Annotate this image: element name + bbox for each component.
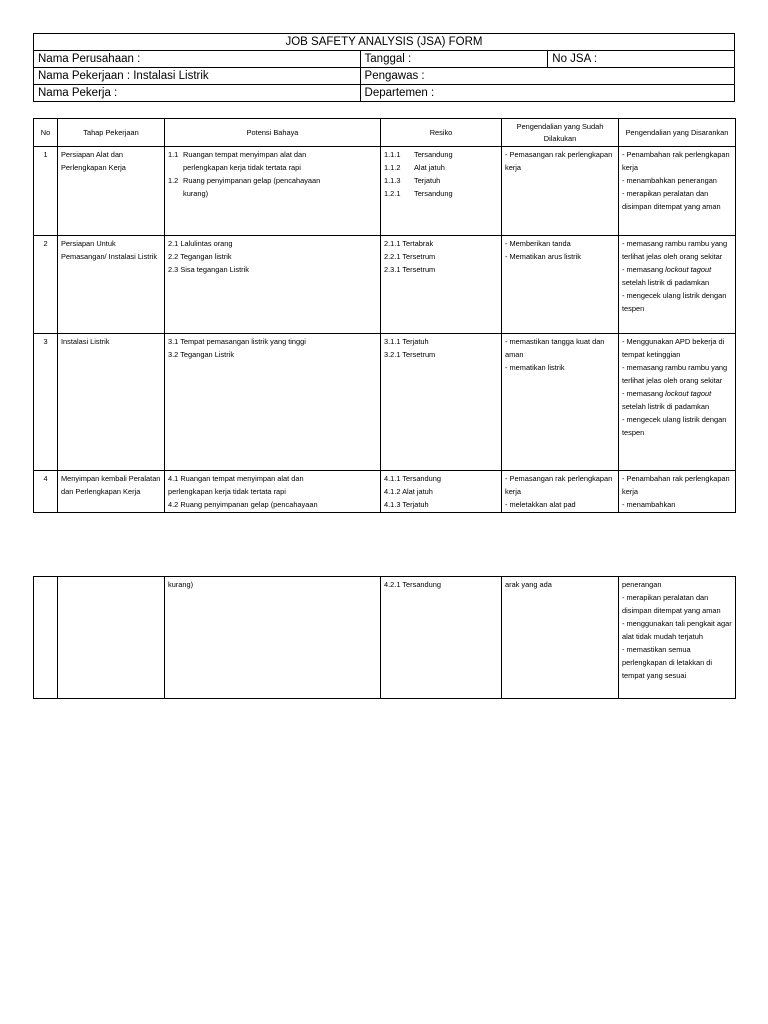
pengendalian-dilakukan: - Memberikan tanda - Mematikan arus listrik bbox=[502, 236, 619, 334]
col-no: No bbox=[34, 119, 58, 147]
row-no: 2 bbox=[34, 236, 58, 334]
form-title: JOB SAFETY ANALYSIS (JSA) FORM bbox=[34, 34, 735, 51]
pengendalian-disarankan: - Menggunakan APD bekerja di tempat ketinggian - memasang rambu rambu yang terlihat jelas oleh orang sekitar - memasang lockout tagout setelah listrik di padamkan - mengecek ulang listrik dengan tespen bbox=[619, 334, 736, 471]
tahap-pekerjaan: Menyimpan kembali Peralatan dan Perlengkapan Kerja bbox=[58, 471, 165, 513]
pengendalian-disarankan: - Penambahan rak perlengkapan kerja - menambahkan bbox=[619, 471, 736, 513]
row-no bbox=[34, 577, 58, 699]
departemen-field[interactable]: Departemen : bbox=[360, 85, 734, 102]
pengendalian-dilakukan: - memastikan tangga kuat dan aman - mematikan listrik bbox=[502, 334, 619, 471]
resiko: 4.2.1 Tersandung bbox=[381, 577, 502, 699]
pengendalian-disarankan: - memasang rambu rambu yang terlihat jelas oleh orang sekitar - memasang lockout tagout setelah listrik di padamkan - mengecek ulang listrik dengan tespen bbox=[619, 236, 736, 334]
table-row bbox=[34, 236, 736, 334]
table-header-row bbox=[34, 119, 736, 147]
col-pengendalian-disarankan: Pengendalian yang Disarankan bbox=[619, 119, 736, 147]
resiko: 4.1.1 Tersandung 4.1.2 Alat jatuh 4.1.3 Terjatuh bbox=[381, 471, 502, 513]
tahap-pekerjaan: Instalasi Listrik bbox=[58, 334, 165, 471]
nama-pekerjaan-field[interactable]: Nama Pekerjaan : Instalasi Listrik bbox=[34, 68, 361, 85]
pengawas-field[interactable]: Pengawas : bbox=[360, 68, 734, 85]
pengendalian-dilakukan: - Pemasangan rak perlengkapan kerja - meletakkan alat pad bbox=[502, 471, 619, 513]
tahap-pekerjaan bbox=[58, 577, 165, 699]
table-row bbox=[34, 577, 736, 699]
pengendalian-dilakukan: - Pemasangan rak perlengkapan kerja bbox=[502, 147, 619, 236]
table-row bbox=[34, 147, 736, 236]
col-resiko: Resiko bbox=[381, 119, 502, 147]
pengendalian-disarankan: penerangan - merapikan peralatan dan disimpan ditempat yang aman - menggunakan tali pengkait agar alat tidak mudah terjatuh - memastikan semua perlengkapan di letakkan di tempat yang sesuai bbox=[619, 577, 736, 699]
row-no: 4 bbox=[34, 471, 58, 513]
col-tahap-pekerjaan: Tahap Pekerjaan bbox=[58, 119, 165, 147]
jsa-table bbox=[33, 118, 736, 513]
potensi-bahaya: 1.1 Ruangan tempat menyimpan alat dan perlengkapan kerja tidak tertata rapi 1.2 Ruang penyimpanan gelap (pencahayaan kurang) bbox=[165, 147, 381, 236]
tahap-pekerjaan: Persiapan Untuk Pemasangan/ Instalasi Listrik bbox=[58, 236, 165, 334]
tanggal-field[interactable]: Tanggal : bbox=[360, 51, 548, 68]
tahap-pekerjaan: Persiapan Alat dan Perlengkapan Kerja bbox=[58, 147, 165, 236]
potensi-bahaya: kurang) bbox=[165, 577, 381, 699]
row-no: 3 bbox=[34, 334, 58, 471]
resiko: 3.1.1 Terjatuh 3.2.1 Tersetrum bbox=[381, 334, 502, 471]
table-row bbox=[34, 471, 736, 513]
col-pengendalian-dilakukan: Pengendalian yang Sudah Dilakukan bbox=[502, 119, 619, 147]
jsa-header-form bbox=[33, 33, 735, 102]
potensi-bahaya: 2.1 Lalulintas orang 2.2 Tegangan listrik 2.3 Sisa tegangan Listrik bbox=[165, 236, 381, 334]
potensi-bahaya: 4.1 Ruangan tempat menyimpan alat dan perlengkapan kerja tidak tertata rapi 4.2 Ruang penyimpanan gelap (pencahayaan bbox=[165, 471, 381, 513]
row-no: 1 bbox=[34, 147, 58, 236]
nama-pekerja-field[interactable]: Nama Pekerja : bbox=[34, 85, 361, 102]
pengendalian-disarankan: - Penambahan rak perlengkapan kerja - menambahkan penerangan - merapikan peralatan dan disimpan ditempat yang aman bbox=[619, 147, 736, 236]
col-potensi-bahaya: Potensi Bahaya bbox=[165, 119, 381, 147]
potensi-bahaya: 3.1 Tempat pemasangan listrik yang tinggi 3.2 Tegangan Listrik bbox=[165, 334, 381, 471]
pengendalian-dilakukan: arak yang ada bbox=[502, 577, 619, 699]
nama-perusahaan-field[interactable]: Nama Perusahaan : bbox=[34, 51, 361, 68]
jsa-table-continuation bbox=[33, 576, 736, 699]
resiko: 2.1.1 Tertabrak 2.2.1 Tersetrum 2.3.1 Tersetrum bbox=[381, 236, 502, 334]
table-row bbox=[34, 334, 736, 471]
resiko: 1.1.1 Tersandung 1.1.2 Alat jatuh 1.1.3 Terjatuh 1.2.1 Tersandung bbox=[381, 147, 502, 236]
no-jsa-field[interactable]: No JSA : bbox=[548, 51, 735, 68]
